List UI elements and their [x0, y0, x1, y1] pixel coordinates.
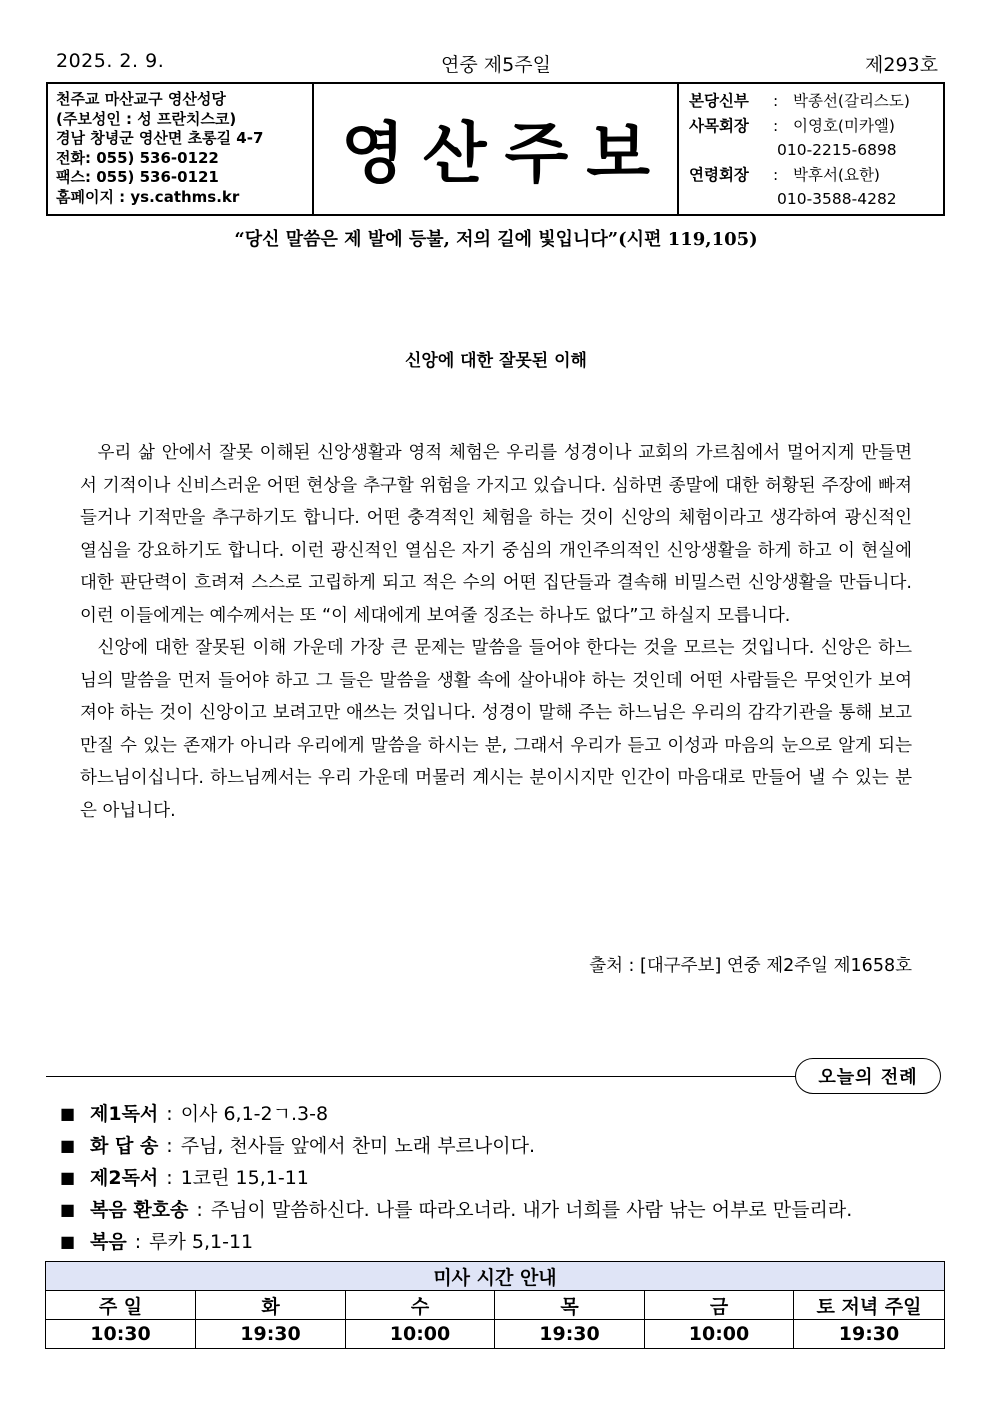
staff-phone: 010-3588-4282 — [777, 190, 897, 208]
square-bullet-icon: ■ — [60, 1200, 76, 1219]
day-cell: 주 일 — [46, 1291, 196, 1320]
reading-label: 화 답 송 — [90, 1135, 159, 1157]
parish-homepage[interactable]: 홈페이지 : ys.cathms.kr — [56, 187, 240, 206]
reading-label: 제2독서 — [90, 1167, 159, 1189]
staff-role: 연령회장 — [689, 165, 749, 184]
staff-name: 이영호(미카엘) — [793, 116, 895, 135]
time-cell: 10:00 — [346, 1320, 495, 1349]
patron-saint: (주보성인 : 성 프란치스코) — [56, 109, 237, 128]
separator: : — [773, 165, 779, 184]
table-header-row — [46, 1291, 945, 1320]
parish-name: 천주교 마산교구 영산성당 — [56, 90, 226, 108]
separator: : — [134, 1231, 142, 1253]
staff-role: 본당신부 — [689, 92, 749, 110]
staff-info — [679, 84, 943, 214]
reading-item-acclamation — [60, 1194, 852, 1226]
separator: : — [166, 1135, 173, 1157]
reading-item-gospel — [60, 1226, 852, 1258]
article-paragraph: 우리 삶 안에서 잘못 이해된 신앙생활과 영적 체험은 우리를 성경이나 교회의 가르침에서 멀어지게 만들면서 기적이나 신비스러운 어떤 현상을 추구할 위험을 가지고 있습니다. 심하면 종말에 대한 허황된 주장에 빠져들거나 기적만을 추구하기도 합니다. 어떤 충격적인 체험을 하는 것이 신앙의 체험이라고 생각하여 광신적인 열심을 강요하기도 합니다. 이런 광신적인 열심은 자기 중심의 개인주의적인 신앙생활을 하게 하고 이 현실에 대한 판단력이 흐려져 스스로 고립하게 되고 적은 수의 어떤 집단들과 결속해 비밀스런 신앙생활을 만듭니다. 이런 이들에게는 예수께서는 또 “이 세대에게 보여줄 징조는 하나도 없다”고 하실지 모릅니다. — [80, 443, 912, 626]
reading-item-psalm — [60, 1130, 852, 1162]
day-cell: 토 저녁 주일 — [794, 1291, 945, 1320]
masthead-title-cell — [314, 84, 679, 214]
separator: : — [166, 1167, 173, 1189]
issue-number: 제293호 — [865, 54, 938, 76]
staff-role: 사목회장 — [689, 116, 749, 135]
day-cell: 수 — [346, 1291, 495, 1320]
table-row — [46, 1320, 945, 1349]
scripture-quote: “당신 말씀은 제 발에 등불, 저의 길에 빛입니다”(시편 119,105) — [234, 229, 758, 250]
article-paragraph: 신앙에 대한 잘못된 이해 가운데 가장 큰 문제는 말씀을 들어야 한다는 것을 모르는 것입니다. 신앙은 하느님의 말씀을 먼저 들어야 하고 그 들은 말씀을 생활 속에 살아내야 하는 것인데 어떤 사람들은 무엇인가 보여져야 하는 것이 신앙이고 보려고만 애쓰는 것입니다. 성경이 말해 주는 하느님은 우리의 감각기관을 통해 보고 만질 수 있는 존재가 아니라 우리에게 말씀을 하시는 분, 그래서 우리가 듣고 이성과 마음의 눈으로 알게 되는 하느님이십니다. 하느님께서는 우리 가운데 머물러 계시는 분이시지만 인간이 마음대로 만들어 낼 수 있는 분은 아닙니다. — [80, 638, 912, 821]
staff-row-pastor — [689, 89, 943, 114]
time-cell: 19:30 — [794, 1320, 945, 1349]
reading-label: 제1독서 — [90, 1103, 159, 1125]
bulletin-date: 2025. 2. 9. — [56, 50, 165, 72]
time-cell: 10:30 — [46, 1320, 196, 1349]
reading-item-first — [60, 1098, 852, 1130]
reading-label: 복음 — [90, 1231, 127, 1253]
table-title: 미사 시간 안내 — [46, 1262, 945, 1291]
parish-address: 경남 창녕군 영산면 초롱길 4-7 — [56, 129, 264, 147]
square-bullet-icon: ■ — [60, 1168, 76, 1187]
separator: : — [773, 92, 779, 110]
reading-label: 복음 환호송 — [90, 1199, 189, 1221]
square-bullet-icon: ■ — [60, 1104, 76, 1123]
mass-schedule-table — [45, 1261, 945, 1349]
square-bullet-icon: ■ — [60, 1136, 76, 1155]
day-cell: 화 — [196, 1291, 346, 1320]
liturgy-section-badge: 오늘의 전례 — [795, 1058, 941, 1094]
bulletin-title: 영산주보 — [340, 113, 669, 192]
reading-item-second — [60, 1162, 852, 1194]
reading-value: 주님이 말씀하신다. 나를 따라오너라. 내가 너희를 사람 낚는 어부로 만들리라. — [210, 1199, 853, 1221]
liturgical-week: 연중 제5주일 — [441, 54, 551, 76]
separator: : — [196, 1199, 203, 1221]
article-body — [80, 437, 912, 827]
day-cell: 금 — [645, 1291, 794, 1320]
time-cell: 19:30 — [495, 1320, 645, 1349]
day-cell: 목 — [495, 1291, 645, 1320]
parish-phone: 전화: 055) 536-0122 — [56, 148, 219, 167]
section-divider — [46, 1076, 798, 1077]
reading-value: 주님, 천사들 앞에서 찬미 노래 부르나이다. — [180, 1135, 535, 1157]
separator: : — [773, 116, 779, 135]
parish-info — [48, 84, 314, 214]
parish-fax: 팩스: 055) 536-0121 — [56, 168, 219, 186]
time-cell: 10:00 — [645, 1320, 794, 1349]
reading-value: 1코린 15,1-11 — [180, 1167, 309, 1189]
staff-name: 박후서(요한) — [793, 165, 880, 184]
article-title: 신앙에 대한 잘못된 이해 — [405, 351, 587, 371]
readings-list — [60, 1098, 852, 1258]
masthead — [46, 82, 945, 216]
top-line — [48, 48, 944, 78]
square-bullet-icon: ■ — [60, 1232, 76, 1251]
table-caption-row — [46, 1262, 945, 1291]
time-cell: 19:30 — [196, 1320, 346, 1349]
article-source: 출처 : [대구주보] 연중 제2주일 제1658호 — [589, 956, 912, 976]
reading-value: 루카 5,1-11 — [149, 1231, 254, 1253]
staff-row-council — [689, 114, 943, 139]
staff-row-funeral — [689, 163, 943, 188]
reading-value: 이사 6,1-2ㄱ.3-8 — [180, 1103, 329, 1125]
staff-name: 박종선(갈리스도) — [793, 92, 910, 110]
separator: : — [166, 1103, 173, 1125]
staff-phone: 010-2215-6898 — [777, 141, 897, 159]
